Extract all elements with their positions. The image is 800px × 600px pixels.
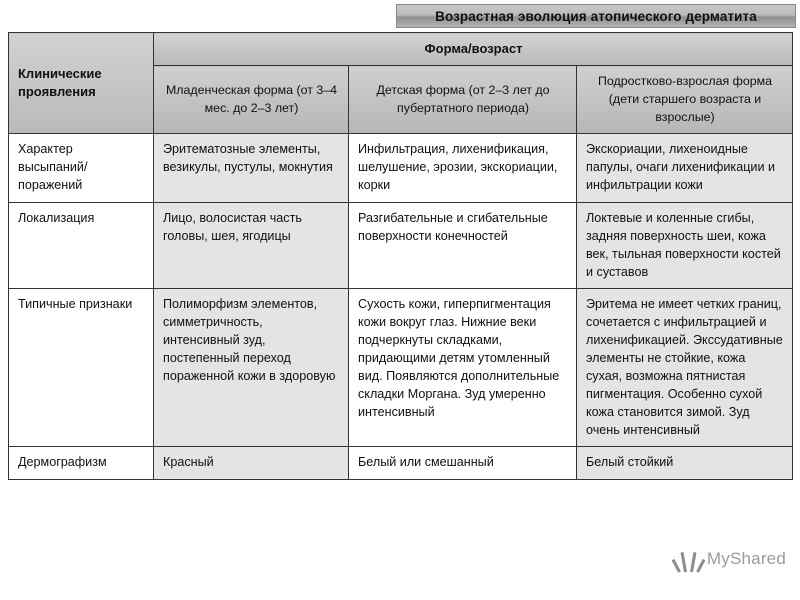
- table-cell: Белый стойкий: [577, 447, 793, 480]
- table-row: [9, 134, 793, 203]
- column-group-header-form-age: Форма/возраст: [154, 33, 793, 66]
- table-row: [9, 447, 793, 480]
- table-row: [9, 289, 793, 447]
- row-label-dermographism: Дермографизм: [9, 447, 154, 480]
- table-header-row-1: [9, 33, 793, 66]
- table-cell: Лицо, волосистая часть головы, шея, ягодицы: [154, 202, 349, 289]
- column-header-adult-form: Подростково-взрослая форма (дети старшего возраста и взрослые): [577, 66, 793, 134]
- table-cell: Эритема не имеет четких границ, сочетается с инфильтрацией и лихенификацией. Экссудативные элементы не стойкие, кожа сухая, возможна пятнистая пигментация. Особенно сухой кожа становится зимой. Зуд очень интенсивный: [577, 289, 793, 447]
- row-label-rash-character: Характер высыпаний/поражений: [9, 134, 154, 203]
- table-cell: Эритематозные элементы, везикулы, пустулы, мокнутия: [154, 134, 349, 203]
- table-cell: Инфильтрация, лихенификация, шелушение, эрозии, экскориации, корки: [349, 134, 577, 203]
- slide-title-bar: [396, 4, 796, 28]
- page-title: Возрастная эволюция атопического дерматита: [435, 8, 757, 24]
- table-cell: Сухость кожи, гиперпигментация кожи вокруг глаз. Нижние веки подчеркнуты складками, придающими детям утомленный вид. Появляются дополнительные складки Моргана. Зуд умеренно интенсивный: [349, 289, 577, 447]
- table-cell: Полиморфизм элементов, симметричность, интенсивный зуд, постепенный переход пораженной кожи в здоровую: [154, 289, 349, 447]
- table-row: [9, 202, 793, 289]
- row-label-localization: Локализация: [9, 202, 154, 289]
- table-cell: Красный: [154, 447, 349, 480]
- watermark-label: MyShared: [706, 549, 786, 568]
- table-cell: Экскориации, лихеноидные папулы, очаги лихенификации и инфильтрации кожи: [577, 134, 793, 203]
- table-cell: Разгибательные и сгибательные поверхности конечностей: [349, 202, 577, 289]
- watermark: [676, 546, 786, 572]
- table-cell: Локтевые и коленные сгибы, задняя поверхность шеи, кожа век, тыльная поверхности костей и суставов: [577, 202, 793, 289]
- age-evolution-table: [8, 32, 793, 480]
- column-header-infant-form: Младенческая форма (от 3–4 мес. до 2–3 лет): [154, 66, 349, 134]
- column-header-child-form: Детская форма (от 2–3 лет до пубертатного периода): [349, 66, 577, 134]
- watermark-logo-icon: [676, 546, 702, 572]
- row-label-typical-signs: Типичные признаки: [9, 289, 154, 447]
- column-header-clinical: Клинические проявления: [9, 33, 154, 134]
- table-cell: Белый или смешанный: [349, 447, 577, 480]
